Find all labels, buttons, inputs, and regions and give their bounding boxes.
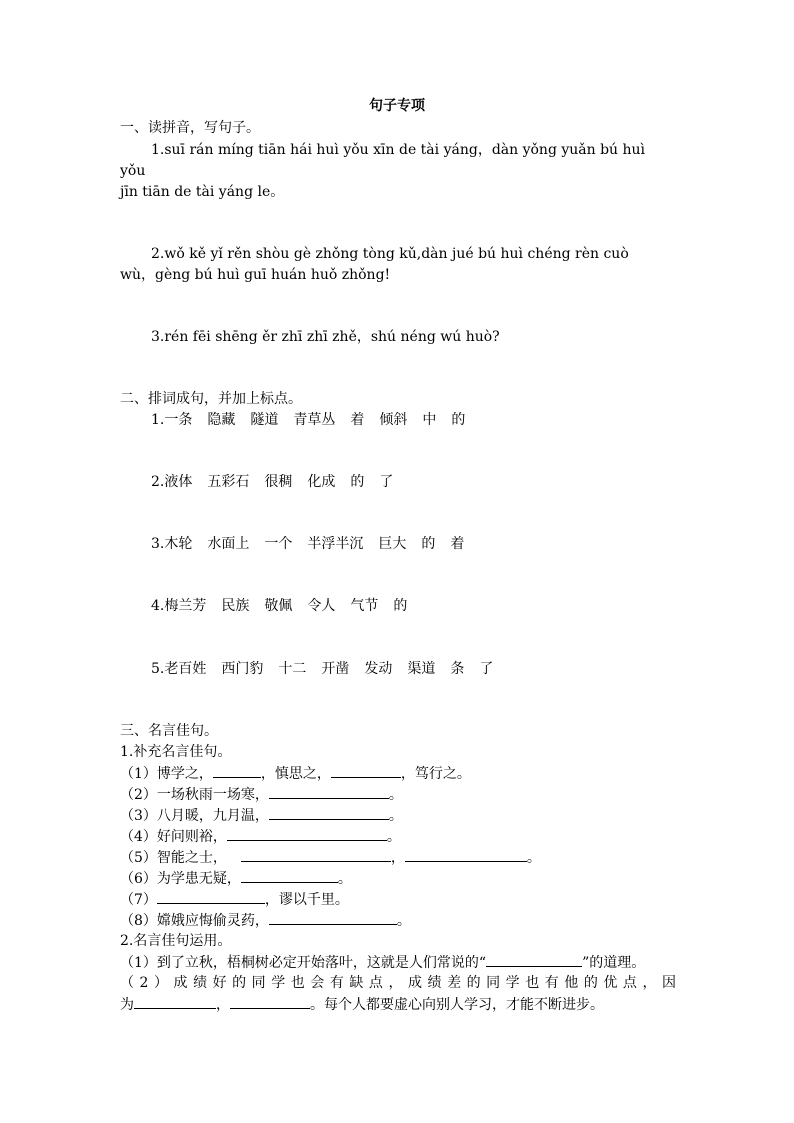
- word: 液体: [164, 474, 193, 490]
- item-number: 3.: [151, 536, 165, 552]
- fill-item-6: （6）为学患无疑， 。: [120, 871, 352, 887]
- reorder-item-2: [151, 473, 408, 491]
- pinyin-q1-line3: jīn tiān de tài yáng le。: [120, 184, 285, 200]
- word: 很稠: [264, 474, 293, 490]
- word: 的: [350, 474, 365, 490]
- item-number: 4.: [151, 598, 165, 614]
- word: 半浮半沉: [307, 536, 364, 552]
- word: 敬佩: [264, 598, 293, 614]
- section3-sub2: 2.名言佳句运用。: [120, 933, 232, 949]
- answer-blank[interactable]: [241, 848, 391, 862]
- answer-blank[interactable]: [134, 995, 216, 1009]
- word: 梅兰芳: [164, 598, 207, 614]
- item-number: 2.: [151, 474, 165, 490]
- word: 隧道: [250, 412, 279, 428]
- word: 十二: [278, 661, 307, 677]
- word: 倾斜: [379, 412, 408, 428]
- word: 发动: [364, 661, 393, 677]
- word: 化成: [307, 474, 336, 490]
- section2-heading: 二、排词成句，并加上标点。: [120, 391, 302, 407]
- word: 水面上: [207, 536, 250, 552]
- word: 西门豹: [221, 661, 264, 677]
- reorder-item-4: [151, 597, 422, 615]
- word: 青草丛: [293, 412, 336, 428]
- word: 一个: [264, 536, 293, 552]
- answer-blank[interactable]: [269, 911, 397, 925]
- fill-item-4: （4）好问则裕， 。: [120, 829, 401, 845]
- word: 了: [479, 661, 494, 677]
- word: 民族: [221, 598, 250, 614]
- word: 五彩石: [207, 474, 250, 490]
- reorder-item-1: [151, 411, 480, 429]
- answer-blank[interactable]: [405, 848, 527, 862]
- pinyin-q2-line2: wù，gèng bú huì guī huán huǒ zhǒng!: [120, 267, 391, 283]
- word: 渠道: [407, 661, 436, 677]
- answer-blank[interactable]: [331, 764, 401, 778]
- word: 的: [451, 412, 466, 428]
- usage-item-1: （1）到了立秋，梧桐树必定开始落叶，这就是人们常说的“ ”的道理。: [120, 955, 646, 971]
- word: 巨大: [378, 536, 407, 552]
- section3-heading: 三、名言佳句。: [120, 723, 218, 739]
- answer-blank[interactable]: [230, 995, 310, 1009]
- page-title: 句子专项: [369, 98, 425, 114]
- fill-item-5: （5）智能之士， ， 。: [120, 850, 541, 866]
- answer-blank[interactable]: [269, 785, 389, 799]
- word: 一条: [164, 412, 193, 428]
- answer-blank[interactable]: [157, 890, 265, 904]
- reorder-item-5: [151, 660, 508, 678]
- word: 着: [450, 536, 465, 552]
- reorder-item-3: [151, 535, 479, 553]
- word: 开凿: [321, 661, 350, 677]
- fill-item-7: （7） ，谬以千里。: [120, 892, 349, 908]
- pinyin-q1-line1: 1.suī rán míng tiān hái huì yǒu xīn de tài yáng，dàn yǒng yuǎn bú huì: [151, 142, 646, 158]
- word: 木轮: [164, 536, 193, 552]
- word: 隐藏: [207, 412, 236, 428]
- item-number: 1.: [151, 412, 165, 428]
- word: 中: [422, 412, 437, 428]
- pinyin-q2-line1: 2.wǒ kě yǐ rěn shòu gè zhǒng tòng kǔ,dàn jué bú huì chéng rèn cuò: [151, 246, 629, 262]
- word: 着: [350, 412, 365, 428]
- answer-blank[interactable]: [213, 764, 261, 778]
- pinyin-q1-line2: yǒu: [120, 163, 146, 179]
- word: 老百姓: [164, 661, 207, 677]
- answer-blank[interactable]: [227, 827, 387, 841]
- word: 气节: [350, 598, 379, 614]
- fill-item-3: （3）八月暖，九月温， 。: [120, 808, 403, 824]
- section1-heading: 一、读拼音，写句子。: [120, 120, 260, 136]
- answer-blank[interactable]: [486, 953, 582, 967]
- word: 条: [450, 661, 465, 677]
- item-number: 5.: [151, 661, 165, 677]
- pinyin-q3-line1: 3.rén fēi shēng ěr zhī zhī zhě，shú néng wú huò?: [151, 329, 500, 345]
- fill-item-2: （2）一场秋雨一场寒， 。: [120, 787, 403, 803]
- fill-item-8: （8）嫦娥应悔偷灵药， 。: [120, 913, 411, 929]
- usage-item-2-line1: （2）成绩好的同学也会有缺点，成绩差的同学也有他的优点，因: [120, 975, 676, 991]
- answer-blank[interactable]: [269, 806, 389, 820]
- usage-item-2-line2: 为 ， 。每个人都要虚心向别人学习，才能不断进步。: [120, 997, 604, 1013]
- section3-sub1: 1.补充名言佳句。: [120, 744, 232, 760]
- word: 的: [393, 598, 408, 614]
- answer-blank[interactable]: [241, 869, 338, 883]
- word: 令人: [307, 598, 336, 614]
- word: 的: [421, 536, 436, 552]
- fill-item-1: （1）博学之， ，慎思之， ，笃行之。: [120, 766, 471, 782]
- word: 了: [379, 474, 394, 490]
